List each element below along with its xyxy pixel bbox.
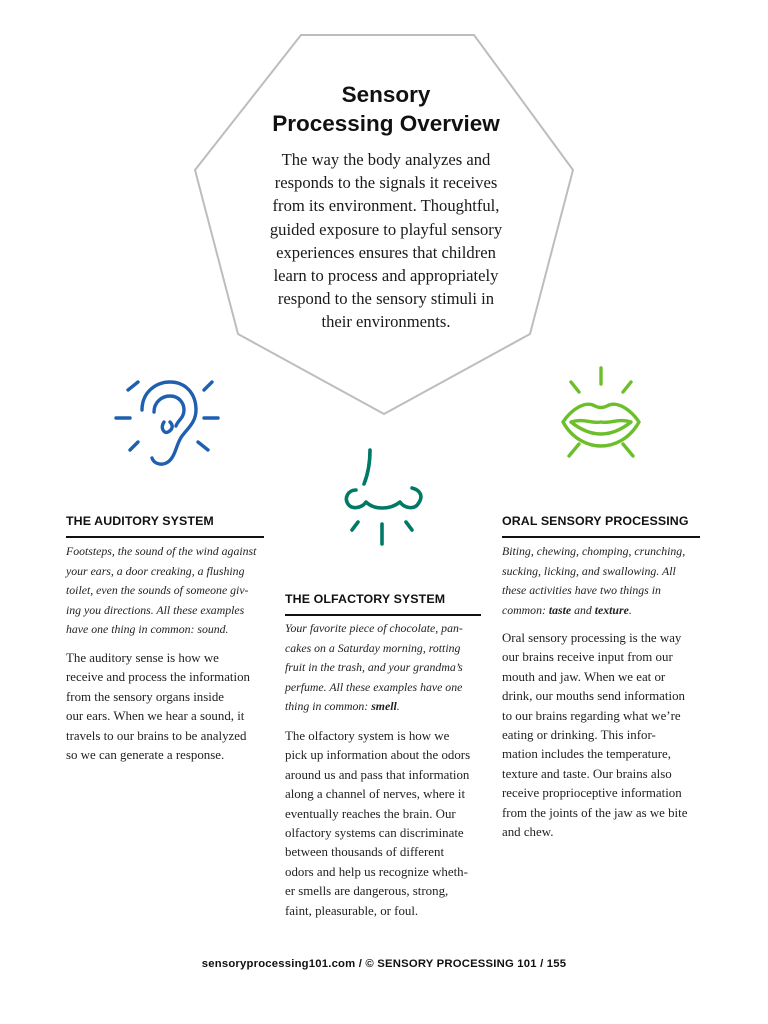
- body-line: our ears. When we hear a sound, it: [66, 709, 245, 724]
- example-line: toilet, even the sounds of someone giv-: [66, 583, 249, 598]
- example-emphasis: smell: [371, 699, 397, 714]
- example-line: ing you directions. All these examples: [66, 602, 245, 617]
- intro-line: their environments.: [321, 312, 451, 332]
- page-footer: sensoryprocessing101.com / © SENSORY PROCESSING 101 / 155: [201, 958, 567, 970]
- body-line: eating or drinking. This infor-: [502, 728, 656, 743]
- body-line: texture and taste. Our brains also: [502, 766, 672, 781]
- olfactory-examples: [285, 619, 490, 717]
- body-line: The auditory sense is how we: [66, 651, 219, 665]
- intro-line: experiences ensures that children: [276, 242, 496, 262]
- body-line: eventually reaches the brain. Our: [285, 806, 456, 821]
- body-line: and chew.: [502, 825, 554, 840]
- oral-body: [502, 629, 712, 842]
- olfactory-body: [285, 727, 490, 921]
- auditory-body: [66, 649, 271, 765]
- example-line: fruit in the trash, and your grandma’s: [285, 660, 463, 675]
- body-line: travels to our brains to be analyzed: [66, 728, 247, 743]
- example-line: these activities have two things in: [502, 583, 661, 598]
- example-line: Footsteps, the sound of the wind against: [66, 544, 257, 558]
- body-line: mation includes the temperature,: [502, 747, 671, 762]
- body-line: along a channel of nerves, where it: [285, 787, 466, 802]
- example-emphasis: taste: [548, 602, 572, 617]
- body-line: to our brains regarding what we’re: [502, 708, 681, 723]
- example-text: and: [571, 602, 595, 617]
- body-line: around us and pass that information: [285, 767, 470, 782]
- body-line: drink, our mouths send information: [502, 689, 685, 704]
- body-line: olfactory systems can discriminate: [285, 826, 464, 841]
- example-line: [502, 601, 707, 621]
- body-line: er smells are dangerous, strong,: [285, 884, 449, 899]
- example-emphasis: texture: [594, 602, 629, 617]
- example-line: perfume. All these examples have one: [285, 679, 463, 694]
- body-line: Oral sensory processing is the way: [502, 631, 682, 645]
- body-line: receive and process the information: [66, 670, 250, 685]
- olfactory-heading: THE OLFACTORY SYSTEM: [285, 592, 481, 616]
- auditory-examples: [66, 542, 271, 640]
- example-line: [285, 697, 490, 717]
- nose-icon: [338, 446, 430, 550]
- auditory-heading: THE AUDITORY SYSTEM: [66, 514, 264, 538]
- example-text: .: [628, 602, 632, 617]
- body-line: from the joints of the jaw as we bite: [502, 805, 688, 820]
- body-line: pick up information about the odors: [285, 748, 471, 763]
- lips-icon: [555, 364, 647, 464]
- example-line: cakes on a Saturday morning, rotting: [285, 640, 461, 655]
- intro-line: guided exposure to playful sensory: [269, 219, 503, 239]
- ear-icon: [110, 378, 222, 468]
- example-line: Biting, chewing, chomping, crunching,: [502, 544, 686, 558]
- body-line: odors and help us recognize wheth-: [285, 864, 468, 879]
- intro-line: The way the body analyzes and: [281, 150, 491, 169]
- intro-line: respond to the sensory stimuli in: [277, 289, 495, 309]
- example-text: thing in common:: [285, 699, 372, 714]
- body-line: from the sensory organs inside: [66, 689, 225, 704]
- body-line: faint, pleasurable, or foul.: [285, 903, 419, 918]
- intro-paragraph: [246, 148, 526, 334]
- body-line: so we can generate a response.: [66, 748, 225, 763]
- title-line-2: Processing Overview: [272, 111, 500, 136]
- body-line: our brains receive input from our: [502, 650, 673, 665]
- intro-line: learn to process and appropriately: [273, 266, 499, 286]
- body-line: between thousands of different: [285, 845, 445, 860]
- oral-examples: [502, 542, 707, 620]
- example-line: have one thing in common: sound.: [66, 622, 229, 637]
- oral-heading: ORAL SENSORY PROCESSING: [502, 514, 700, 538]
- title-line-1: Sensory: [341, 82, 431, 107]
- example-text: .: [396, 699, 400, 714]
- example-line: Your favorite piece of chocolate, pan-: [285, 621, 463, 635]
- example-line: your ears, a door creaking, a flushing: [66, 563, 245, 578]
- body-line: mouth and jaw. When we eat or: [502, 669, 666, 684]
- body-line: The olfactory system is how we: [285, 729, 450, 743]
- body-line: receive proprioceptive information: [502, 786, 682, 801]
- page-title: [214, 80, 558, 138]
- intro-line: from its environment. Thoughtful,: [272, 196, 500, 216]
- example-line: sucking, licking, and swallowing. All: [502, 563, 676, 578]
- example-text: common:: [502, 602, 549, 617]
- intro-line: responds to the signals it receives: [274, 173, 498, 193]
